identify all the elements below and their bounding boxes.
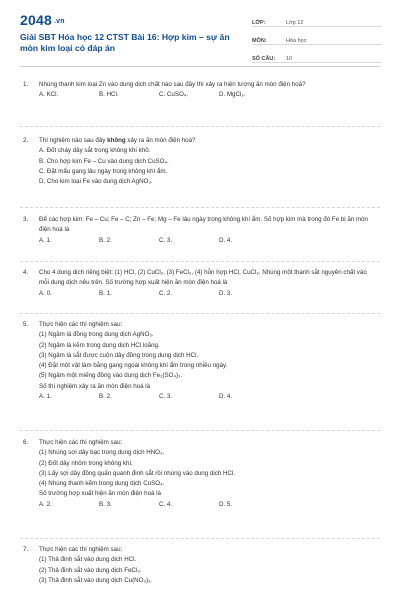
question-3 xyxy=(23,215,378,246)
experiment-line: (3) Ngâm lá sắt được cuộn dây đồng trong dung dịch HCl. xyxy=(39,351,199,359)
question-body xyxy=(39,215,378,246)
question-text: Để các hợp kim: Fe – Cu; Fe – C; Zn – Fe; Mg – Fe lâu ngày trong không khí ẩm. Số hợp kim mà trong đó Fe bị ăn mòn điện hoá là xyxy=(39,216,368,234)
experiment-line: (2) Ngâm lá kẽm trong dung dịch HCl loãng. xyxy=(39,341,160,349)
option-line: C. Đặt mẩu gang lâu ngày trong không khí ẩm. xyxy=(39,167,168,175)
question-text: Thực hiện các thí nghiệm sau: xyxy=(39,439,123,446)
question-body xyxy=(39,320,378,402)
experiment-line: (1) Ngâm lá đồng trong dung dịch AgNO₃. xyxy=(39,331,154,339)
option-line: B. Cho hợp kim Fe – Cu vào dung dịch CuSO₄. xyxy=(39,157,169,165)
choice-c: C. 4. xyxy=(159,500,173,508)
document-title: Giải SBT Hóa học 12 CTST Bài 16: Hợp kim – sự ăn mòn kim loại có đáp án xyxy=(20,32,230,53)
meta-row-count xyxy=(252,48,382,63)
experiment-line: (4) Đặt một vật làm bằng gang ngoài không khí ẩm trong nhiều ngày. xyxy=(39,362,228,370)
choice-a: A. KCl. xyxy=(39,91,59,99)
meta-value: Lớp 12 xyxy=(286,20,304,26)
question-text: Cho 4 dung dịch riêng biệt: (1) HCl, (2) CuCl₂, (3) FeCl₃, (4) hỗn hợp HCl, CuCl₂. Nhúng một thanh sắt nguyên chất vào mỗi dung dịch nêu trên. Số trường hợp xuất hiện ăn mòn điện hoá là xyxy=(39,269,367,287)
question-5 xyxy=(23,320,378,402)
choice-d: D. 4. xyxy=(219,236,233,244)
question-divider xyxy=(20,126,380,127)
question-number: 2. xyxy=(23,137,29,144)
question-6 xyxy=(23,438,378,510)
meta-row-class xyxy=(252,12,382,27)
question-prompt: Số thí nghiệm xảy ra ăn mòn điện hoá là xyxy=(39,382,151,390)
choice-a: A. 0. xyxy=(39,289,52,297)
question-text: Thực hiện các thí nghiệm sau: xyxy=(39,321,123,328)
choice-c: C. 3. xyxy=(159,236,173,244)
answer-choices xyxy=(39,236,378,246)
question-body xyxy=(39,438,378,510)
experiment-line: (5) Ngâm một miếng đồng vào dung dịch Fe₂(SO₄)₃. xyxy=(39,372,183,380)
choice-b: B. 2. xyxy=(99,236,112,244)
option-line: D. Cho kim loại Fe vào dung dịch AgNO₃. xyxy=(39,178,153,186)
option-line: A. Đốt cháy dây sắt trong không khí khô. xyxy=(39,147,151,155)
answer-choices xyxy=(39,90,378,100)
question-divider xyxy=(20,261,380,262)
choice-c: C. CuSO₄. xyxy=(159,91,189,99)
choice-c: C. 2. xyxy=(159,289,173,297)
experiment-line: (1) Nhúng sợi dây bạc trong dung dịch HNO₃. xyxy=(39,449,165,457)
question-divider xyxy=(20,430,380,431)
experiment-line: (1) Thả đinh sắt vào dung dịch HCl. xyxy=(39,556,137,564)
experiment-line: (3) Lấy sợi dây đồng quấn quanh đinh sắt rồi nhúng vào dung dịch HCl. xyxy=(39,469,235,477)
question-body xyxy=(39,268,378,299)
site-logo[interactable] xyxy=(20,12,65,28)
choice-a: A. 1. xyxy=(39,393,52,401)
question-divider xyxy=(20,538,380,539)
question-4 xyxy=(23,268,378,299)
choice-b: B. 2. xyxy=(99,393,112,401)
choice-c: C. 3. xyxy=(159,393,173,401)
choice-d: D. 3. xyxy=(219,289,233,297)
choice-b: B. HCl. xyxy=(99,91,119,99)
question-text: Thí nghiệm nào sau đây không xảy ra ăn mòn điện hoá? xyxy=(39,137,196,144)
meta-row-subject xyxy=(252,30,382,45)
question-text: Thực hiện các thí nghiệm sau: xyxy=(39,546,123,553)
question-number: 4. xyxy=(23,269,29,276)
choice-d: D. 4. xyxy=(219,393,233,401)
meta-value: 10 xyxy=(286,56,293,62)
experiment-line: (4) Nhúng thanh kẽm trong dung dịch CuSO₄. xyxy=(39,480,165,488)
choice-a: A. 1. xyxy=(39,236,52,244)
question-body xyxy=(39,80,378,101)
logo-suffix: .vn xyxy=(53,17,65,25)
experiment-line: (3) Thả đinh sắt vào dung dịch Cu(NO₃)₂. xyxy=(39,576,153,584)
question-body xyxy=(39,136,378,187)
meta-label: SỐ CÂU: xyxy=(252,56,276,62)
question-divider xyxy=(20,207,380,208)
question-text: Nhúng thanh kim loại Zn vào dung dịch chất nào sau đây thì xảy ra hiện tượng ăn mòn điện hoá? xyxy=(39,81,306,88)
question-7 xyxy=(23,545,378,586)
meta-label: LỚP: xyxy=(252,20,266,26)
question-1 xyxy=(23,80,378,101)
logo-text: 2048 xyxy=(20,12,52,28)
answer-choices xyxy=(39,392,378,402)
answer-choices xyxy=(39,289,378,299)
meta-label: MÔN: xyxy=(252,38,267,44)
page-header xyxy=(0,0,400,66)
experiment-line: (2) Thả đinh sắt vào dung dịch FeCl₃. xyxy=(39,566,142,574)
answer-choices xyxy=(39,500,378,510)
choice-b: B. 1. xyxy=(99,289,112,297)
question-divider xyxy=(20,313,380,314)
header-divider xyxy=(20,66,380,67)
question-prompt: Số trường hợp xuất hiện ăn mòn điện hoá là xyxy=(39,490,161,498)
experiment-line: (2) Đốt dây nhôm trong không khí. xyxy=(39,459,133,467)
question-number: 5. xyxy=(23,321,29,328)
question-number: 1. xyxy=(23,81,29,88)
meta-table xyxy=(252,12,382,66)
question-2 xyxy=(23,136,378,187)
choice-d: D. 5. xyxy=(219,500,233,508)
question-number: 7. xyxy=(23,546,29,553)
question-number: 3. xyxy=(23,216,29,223)
choice-d: D. MgCl₂. xyxy=(219,91,246,99)
choice-b: B. 3. xyxy=(99,500,112,508)
meta-value: Hóa học xyxy=(286,38,307,44)
choice-a: A. 2. xyxy=(39,500,52,508)
question-body xyxy=(39,545,378,586)
question-number: 6. xyxy=(23,439,29,446)
